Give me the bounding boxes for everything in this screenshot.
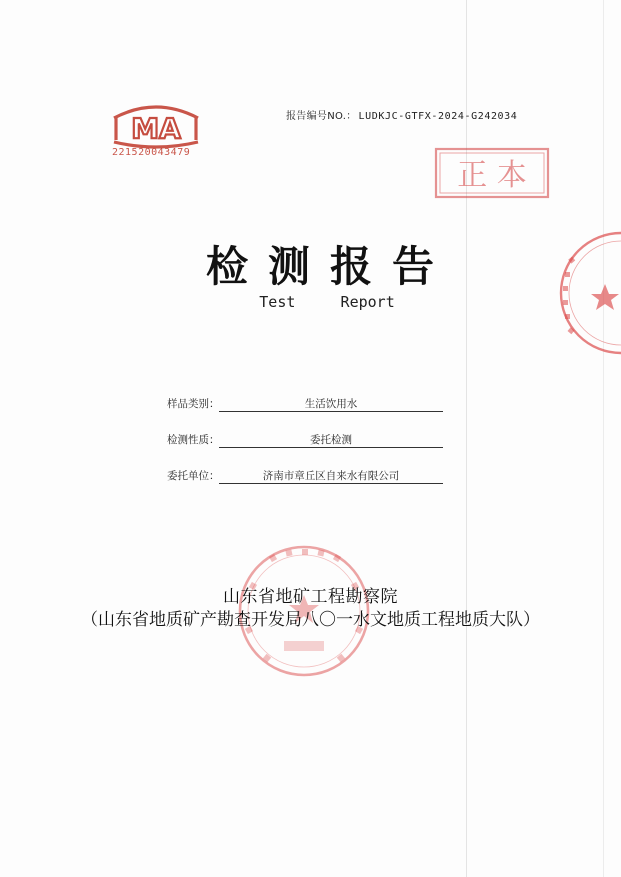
- field-test-nature: [167, 432, 447, 450]
- field-value: 济南市章丘区自来水有限公司: [262, 470, 400, 482]
- ma-letters: MA: [131, 112, 181, 145]
- original-copy-stamp: [434, 147, 550, 199]
- field-label: 检测性质：: [167, 434, 220, 446]
- original-stamp-text: 正 本: [457, 158, 527, 193]
- field-label: 委托单位：: [167, 470, 220, 482]
- document-title: 检测报告: [205, 242, 454, 291]
- field-underline: [219, 447, 443, 448]
- scan-fold-line: [466, 0, 467, 877]
- report-number-label: 报告编号NO.：: [286, 111, 357, 122]
- field-sample-category: [167, 396, 447, 414]
- field-underline: [219, 411, 443, 412]
- organization-name: 山东省地矿工程勘察院: [223, 587, 398, 607]
- ma-certificate-code: 221520043479: [112, 147, 191, 158]
- field-label: 样品类别：: [167, 398, 220, 410]
- field-value: 生活饮用水: [304, 398, 358, 410]
- field-value: 委托检测: [310, 434, 352, 446]
- report-number-value: LUDKJC-GTFX-2024-G242034: [358, 111, 518, 122]
- field-underline: [219, 483, 443, 484]
- report-number: [286, 107, 517, 122]
- document-title-english: Test Report: [259, 293, 395, 311]
- organization-sub-name: （山东省地质矿产勘查开发局八〇一水文地质工程地质大队）: [81, 610, 540, 630]
- field-client: [167, 468, 447, 486]
- scan-edge-line: [603, 0, 604, 877]
